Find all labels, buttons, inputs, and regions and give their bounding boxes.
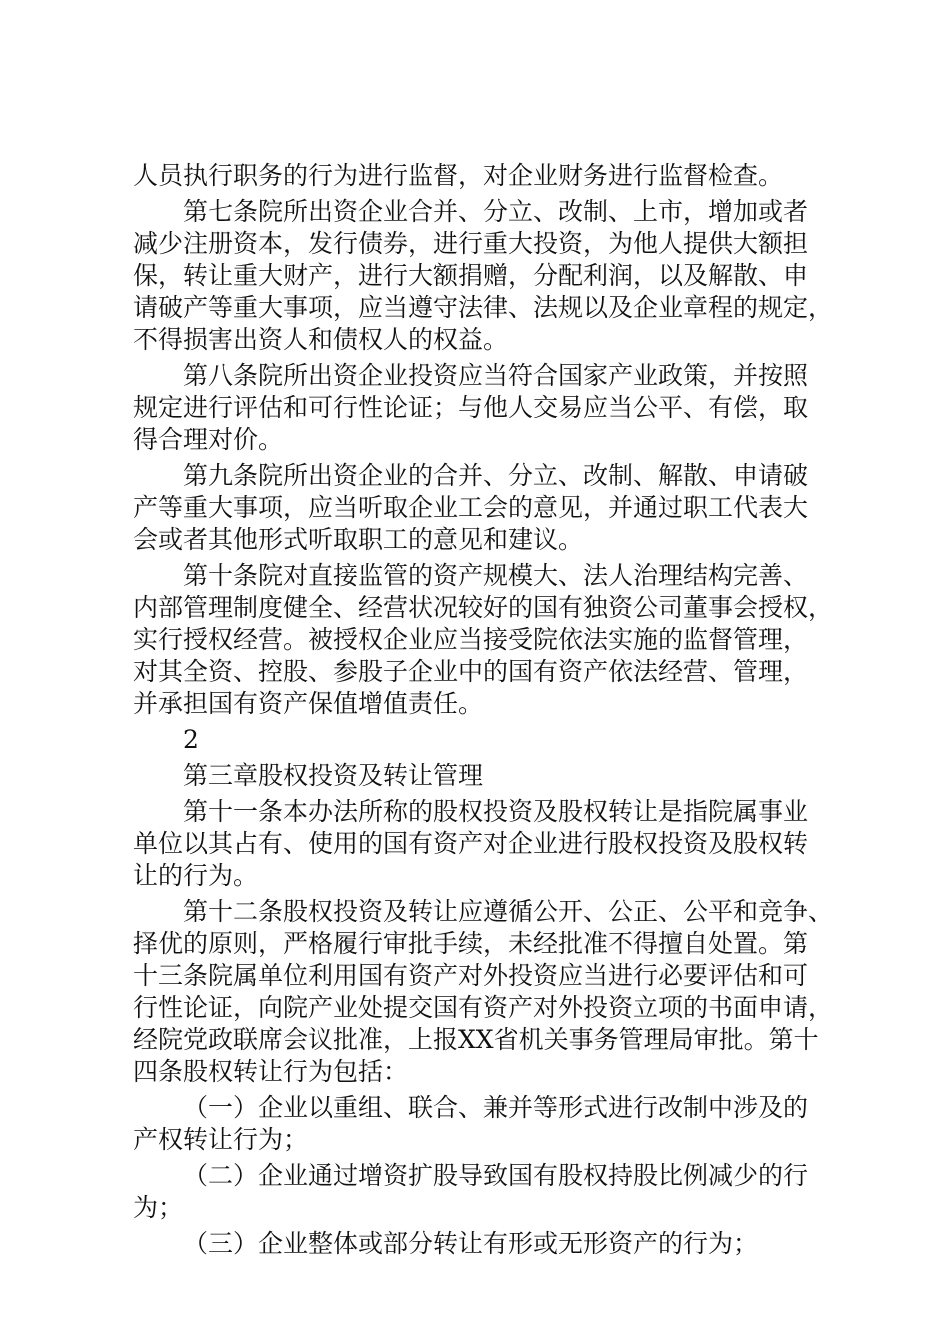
text-line: （二）企业通过增资扩股导致国有股权持股比例减少的行: [183, 1161, 809, 1190]
text-line: 第八条院所出资企业投资应当符合国家产业政策，并按照: [183, 361, 809, 390]
text-line: （三）企业整体或部分转让有形或无形资产的行为；: [183, 1229, 759, 1258]
text-line: 得合理对价。: [133, 425, 284, 454]
text-line: 择优的原则，严格履行审批手续，未经批准不得擅自处置。第: [133, 929, 809, 958]
text-line: 第十条院对直接监管的资产规模大、法人治理结构完善、: [183, 561, 809, 590]
page-number: 2: [183, 725, 199, 754]
text-line: 经院党政联席会议批准，上报XX省机关事务管理局审批。第十: [133, 1025, 819, 1054]
text-line: 十三条院属单位利用国有资产对外投资应当进行必要评估和可: [133, 961, 809, 990]
text-line: 减少注册资本，发行债券，进行重大投资，为他人提供大额担: [133, 229, 809, 258]
text-line: 让的行为。: [133, 861, 259, 890]
text-line: 第十二条股权投资及转让应遵循公开、公正、公平和竞争、: [183, 897, 834, 926]
text-line: 会或者其他形式听取职工的意见和建议。: [133, 525, 584, 554]
text-line: 为；: [133, 1193, 184, 1222]
text-line: 实行授权经营。被授权企业应当接受院依法实施的监督管理，: [133, 625, 809, 654]
text-line: 第十一条本办法所称的股权投资及股权转让是指院属事业: [183, 797, 809, 826]
text-line: 人员执行职务的行为进行监督，对企业财务进行监督检查。: [133, 161, 784, 190]
text-line: 保，转让重大财产，进行大额捐赠，分配利润，以及解散、申: [133, 261, 809, 290]
text-line: 单位以其占有、使用的国有资产对企业进行股权投资及股权转: [133, 829, 809, 858]
chapter-heading: 第三章股权投资及转让管理: [183, 761, 484, 790]
text-line: 请破产等重大事项，应当遵守法律、法规以及企业章程的规定，: [133, 293, 834, 322]
text-line: 并承担国有资产保值增值责任。: [133, 689, 484, 718]
text-line: （一）企业以重组、联合、兼并等形式进行改制中涉及的: [183, 1093, 809, 1122]
text-line: 内部管理制度健全、经营状况较好的国有独资公司董事会授权，: [133, 593, 834, 622]
text-line: 规定进行评估和可行性论证；与他人交易应当公平、有偿，取: [133, 393, 809, 422]
text-line: 产权转让行为；: [133, 1125, 309, 1154]
text-line: 行性论证，向院产业处提交国有资产对外投资立项的书面申请，: [133, 993, 834, 1022]
text-line: 对其全资、控股、参股子企业中的国有资产依法经营、管理，: [133, 657, 809, 686]
text-line: 产等重大事项，应当听取企业工会的意见，并通过职工代表大: [133, 493, 809, 522]
text-line: 第七条院所出资企业合并、分立、改制、上市，增加或者: [183, 197, 809, 226]
text-line: 第九条院所出资企业的合并、分立、改制、解散、申请破: [183, 461, 809, 490]
text-line: 四条股权转让行为包括：: [133, 1057, 409, 1086]
text-line: 不得损害出资人和债权人的权益。: [133, 325, 509, 354]
